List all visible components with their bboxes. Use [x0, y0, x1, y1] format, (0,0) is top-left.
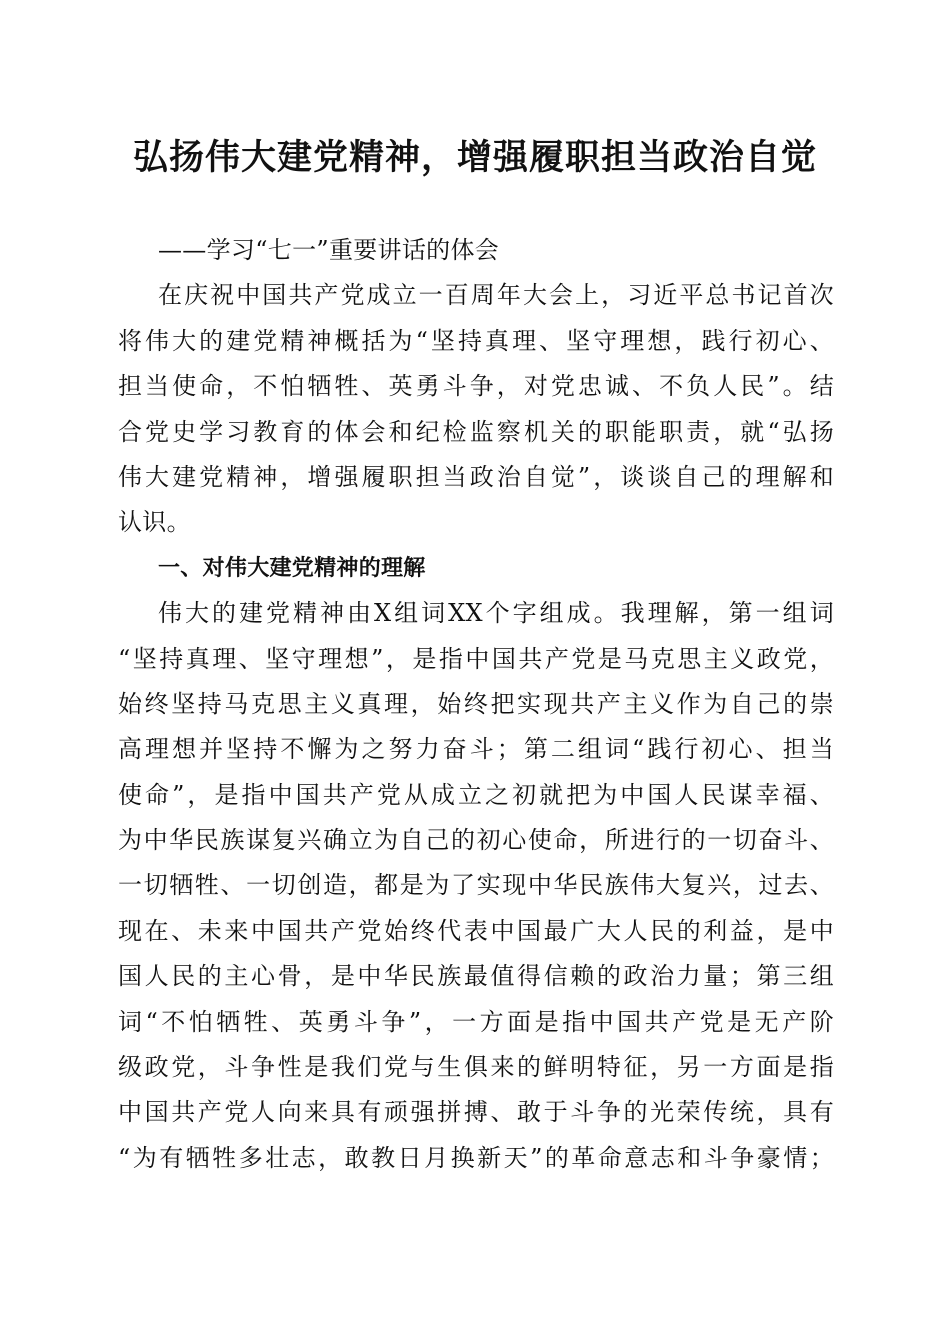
- paragraph-line: 将伟大的建党精神概括为“坚持真理、坚守理想，践行初心、: [118, 326, 834, 355]
- section-heading: 一、对伟大建党精神的理解: [158, 555, 426, 581]
- paragraph-line: 为中华民族谋复兴确立为自己的初心使命，所进行的一切奋斗、: [118, 826, 834, 855]
- paragraph-line: 合党史学习教育的体会和纪检监察机关的职能职责，就“弘扬: [118, 417, 834, 446]
- paragraph-line: 中国共产党人向来具有顽强拼搏、敢于斗争的光荣传统，具有: [118, 1098, 834, 1127]
- paragraph-line: 词“不怕牺牲、英勇斗争”，一方面是指中国共产党是无产阶: [118, 1007, 834, 1036]
- paragraph-line: 伟大的建党精神由X组词XX个字组成。我理解，第一组词: [158, 599, 834, 628]
- document-title: 弘扬伟大建党精神，增强履职担当政治自觉: [132, 138, 817, 178]
- paragraph-line: 级政党，斗争性是我们党与生俱来的鲜明特征，另一方面是指: [118, 1053, 834, 1082]
- paragraph-line: 在庆祝中国共产党成立一百周年大会上，习近平总书记首次: [158, 281, 834, 310]
- subtitle: ——学习“七一”重要讲话的体会: [158, 236, 500, 264]
- paragraph-line: 担当使命，不怕牺牲、英勇斗争，对党忠诚、不负人民”。结: [118, 372, 834, 401]
- paragraph-line: “坚持真理、坚守理想”，是指中国共产党是马克思主义政党，: [118, 644, 834, 673]
- paragraph-line: 现在、未来中国共产党始终代表中国最广大人民的利益，是中: [118, 916, 834, 945]
- paragraph-line: 国人民的主心骨，是中华民族最值得信赖的政治力量；第三组: [118, 962, 834, 991]
- paragraph-line: 伟大建党精神，增强履职担当政治自觉”，谈谈自己的理解和: [118, 462, 834, 491]
- paragraph-line: 一切牺牲、一切创造，都是为了实现中华民族伟大复兴，过去、: [118, 871, 834, 900]
- paragraph-line: 高理想并坚持不懈为之努力奋斗；第二组词“践行初心、担当: [118, 735, 834, 764]
- paragraph-line: “为有牺牲多壮志，敢教日月换新天”的革命意志和斗争豪情；: [118, 1143, 834, 1172]
- document-body: [118, 228, 834, 1181]
- paragraph-line: 始终坚持马克思主义真理，始终把实现共产主义作为自己的崇: [118, 689, 834, 718]
- paragraph-line: 使命”，是指中国共产党从成立之初就把为中国人民谋幸福、: [118, 780, 834, 809]
- paragraph-line: 认识。: [118, 508, 191, 537]
